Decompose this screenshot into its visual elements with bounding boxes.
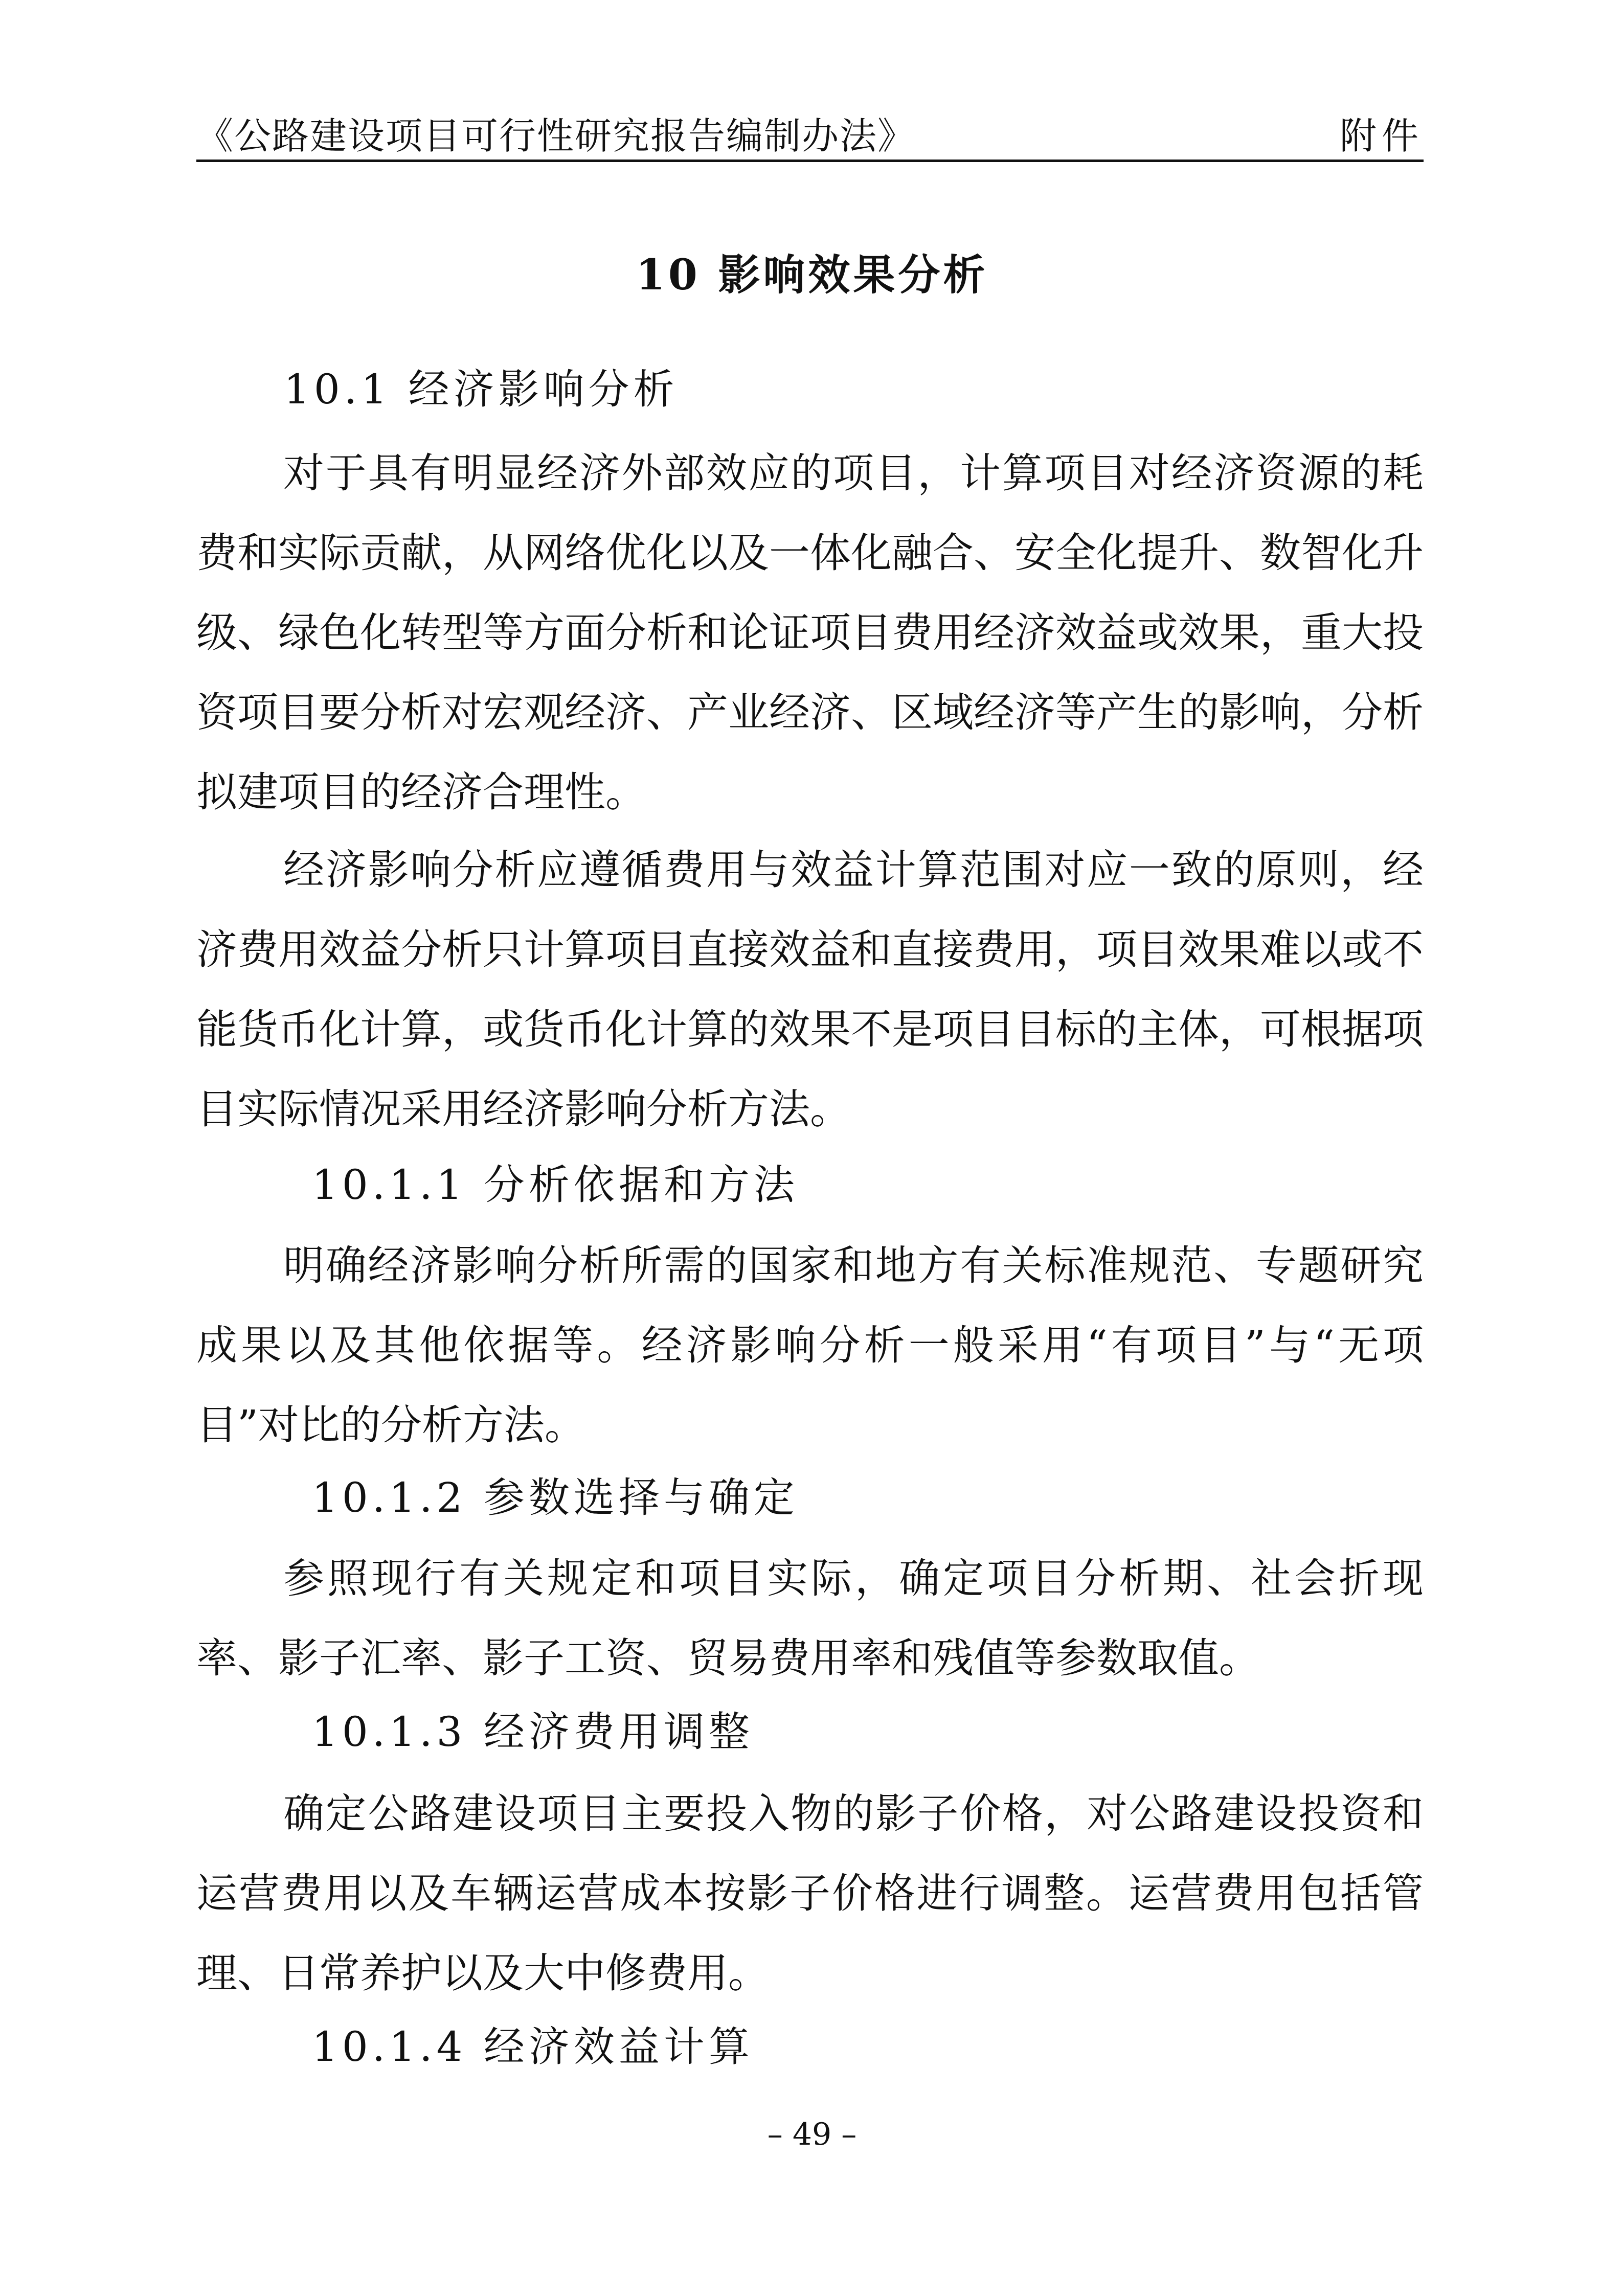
paragraph-economic-cost-adjustment: 确定公路建设项目主要投入物的影子价格，对公路建设投资和运营费用以及车辆运营成本按影子价格进行调整。运营费用包括管理、日常养护以及大中修费用。: [196, 1790, 1424, 1997]
running-header: [196, 115, 1424, 157]
section-heading-10-1-1: 10.1.1 分析依据和方法: [312, 1161, 799, 1209]
page-number: – 49 –: [767, 2117, 857, 2152]
header-attachment-tag: 附件: [1339, 115, 1424, 157]
header-document-title: 《公路建设项目可行性研究报告编制办法》: [196, 115, 916, 157]
section-heading-10-1: 10.1 经济影响分析: [284, 366, 679, 413]
paragraph-economic-impact-scope: 对于具有明显经济外部效应的项目，计算项目对经济资源的耗费和实际贡献，从网络优化以及一体化融合、安全化提升、数智化升级、绿色化转型等方面分析和论证项目费用经济效益或效果，重大投资项目要分析对宏观经济、产业经济、区域经济等产生的影响，分析拟建项目的经济合理性。: [196, 449, 1424, 816]
section-heading-10-1-2: 10.1.2 参数选择与确定: [312, 1474, 799, 1521]
paragraph-parameter-selection: 参照现行有关规定和项目实际，确定项目分析期、社会折现率、影子汇率、影子工资、贸易费用率和残值等参数取值。: [196, 1555, 1424, 1682]
section-heading-10-1-3: 10.1.3 经济费用调整: [312, 1708, 754, 1756]
paragraph-economic-impact-principle: 经济影响分析应遵循费用与效益计算范围对应一致的原则，经济费用效益分析只计算项目直接效益和直接费用，项目效果难以或不能货币化计算，或货币化计算的效果不是项目目标的主体，可根据项目实际情况采用经济影响分析方法。: [196, 846, 1424, 1133]
chapter-title: 10 影响效果分析: [636, 251, 988, 300]
paragraph-basis-and-methods: 明确经济影响分析所需的国家和地方有关标准规范、专题研究成果以及其他依据等。经济影响分析一般采用“有项目”与“无项目”对比的分析方法。: [196, 1242, 1424, 1449]
section-heading-10-1-4: 10.1.4 经济效益计算: [312, 2023, 754, 2071]
header-divider: [196, 160, 1424, 162]
